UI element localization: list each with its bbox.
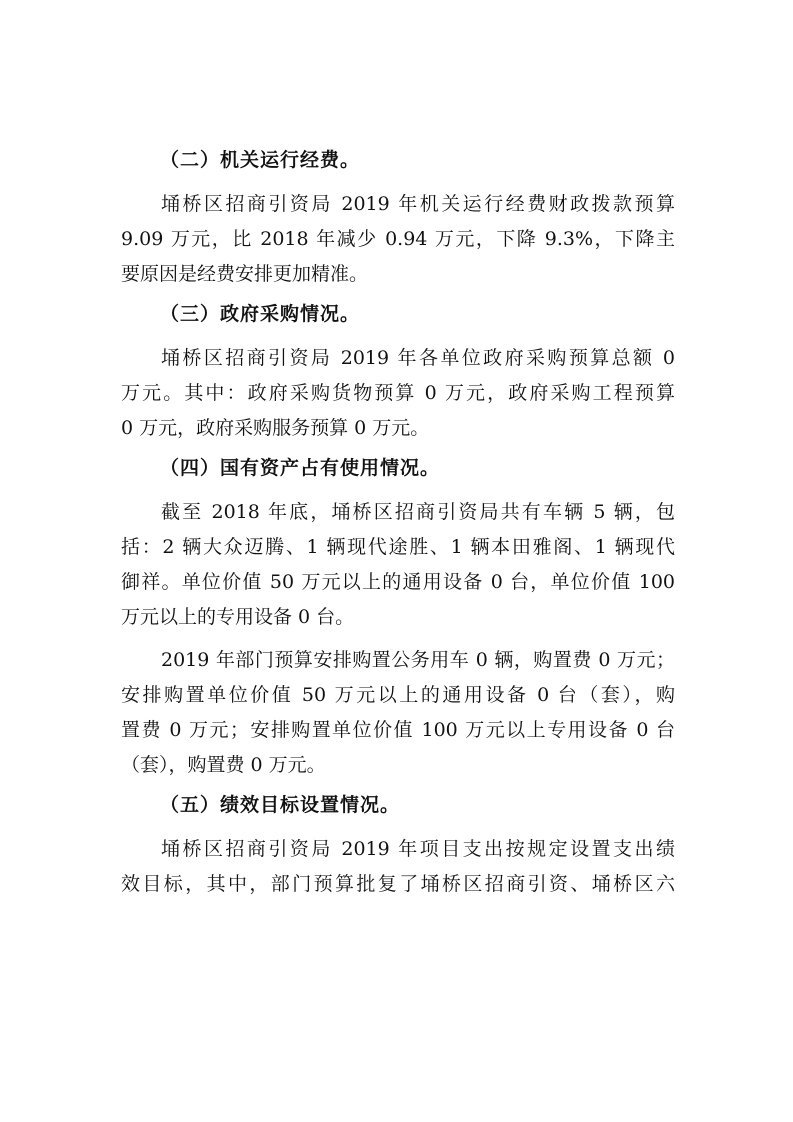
paragraph-line: 0 万元，政府采购服务预算 0 万元。 — [121, 417, 430, 439]
paragraph-line: 效目标，其中，部门预算批复了埇桥区招商引资、埇桥区六 — [121, 873, 675, 895]
section-heading: （四）国有资产占有使用情况。 — [160, 457, 441, 479]
paragraph-line: 万元。其中：政府采购货物预算 0 万元，政府采购工程预算 — [121, 382, 675, 404]
paragraph-line: 万元以上的专用设备 0 台。 — [121, 606, 355, 628]
section-heading: （二）机关运行经费。 — [160, 149, 361, 171]
section-government-procurement — [121, 300, 675, 446]
section-performance-targets — [121, 791, 675, 902]
paragraph-line: 9.09 万元，比 2018 年减少 0.94 万元，下降 9.3%，下降主 — [121, 228, 675, 250]
section-heading: （三）政府采购情况。 — [160, 303, 361, 325]
paragraph-line: （套），购置费 0 万元。 — [121, 754, 326, 776]
paragraph — [121, 832, 675, 902]
paragraph-line: 要原因是经费安排更加精准。 — [121, 263, 369, 285]
paragraph-line: 2019 年部门预算安排购置公务用车 0 辆，购置费 0 万元； — [161, 649, 675, 671]
paragraph-line: 截至 2018 年底，埇桥区招商引资局共有车辆 5 辆，包 — [161, 501, 675, 523]
paragraph — [121, 187, 675, 292]
paragraph-line: 安排购置单位价值 50 万元以上的通用设备 0 台（套），购 — [121, 684, 675, 706]
section-state-assets — [121, 454, 675, 783]
paragraph-line: 埇桥区招商引资局 2019 年机关运行经费财政拨款预算 — [161, 193, 675, 215]
paragraph — [121, 341, 675, 446]
paragraph-line: 埇桥区招商引资局 2019 年项目支出按规定设置支出绩 — [161, 838, 675, 860]
paragraph-line: 埇桥区招商引资局 2019 年各单位政府采购预算总额 0 — [161, 347, 675, 369]
paragraph-line: 括：2 辆大众迈腾、1 辆现代途胜、1 辆本田雅阁、1 辆现代 — [121, 536, 675, 558]
paragraph — [121, 495, 675, 635]
paragraph-line: 御祥。单位价值 50 万元以上的通用设备 0 台，单位价值 100 — [121, 571, 675, 593]
section-operating-expenses — [121, 146, 675, 292]
section-heading: （五）绩效目标设置情况。 — [160, 794, 401, 816]
paragraph — [121, 643, 675, 783]
paragraph-line: 置费 0 万元；安排购置单位价值 100 万元以上专用设备 0 台 — [121, 719, 675, 741]
